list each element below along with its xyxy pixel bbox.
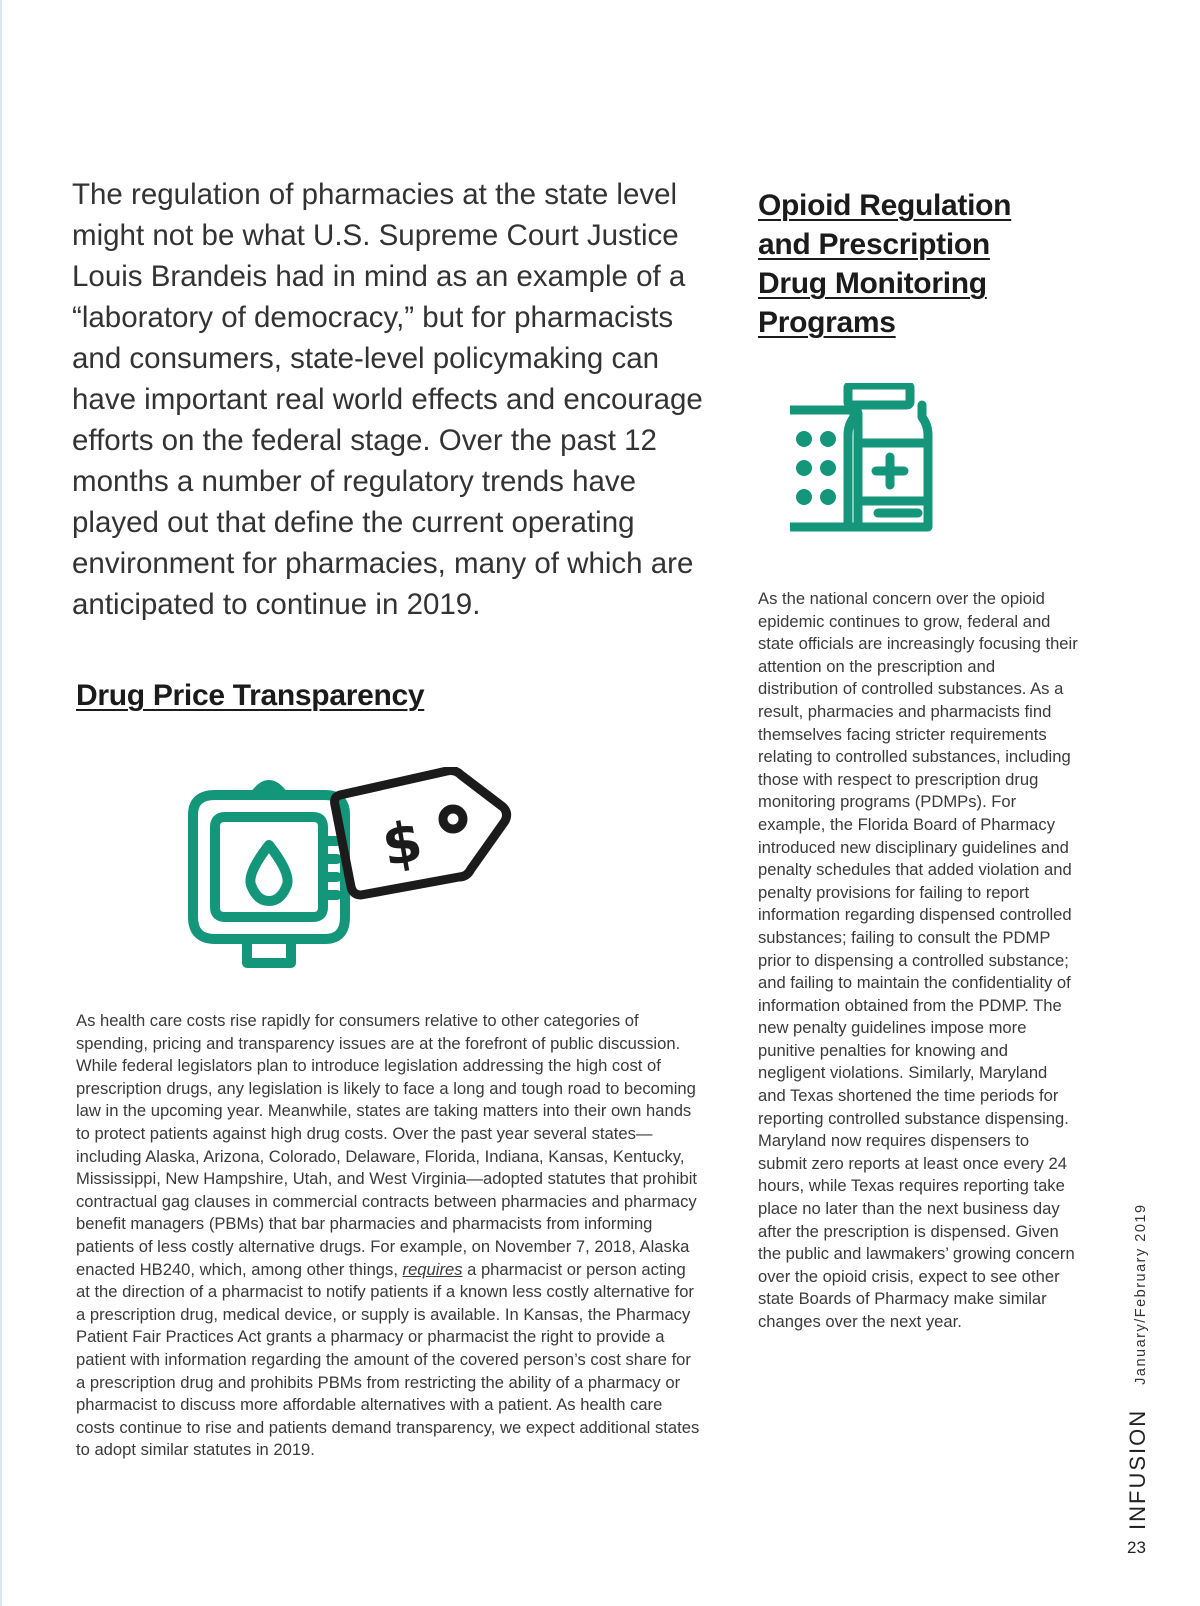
- opioid-section-heading: Opioid Regulation and Prescription Drug Monitoring Programs: [758, 189, 1012, 339]
- page-edge-line: [0, 0, 2, 1606]
- drug-price-body-part-1: As health care costs rise rapidly for consumers relative to other categories of spending, pricing and transparency issues are at the forefront of public discussion. While federal legislators plan to introduce legislation addressing the high cost of prescription drugs, any legislation is likely to face a long and tough road to becoming law in the upcoming year. Meanwhile, states are taking matters into their own hands to protect patients against high drug costs. Over the past year several states—including Alaska, Arizona, Colorado, Delaware, Florida, Indiana, Kansas, Kentucky, Mississippi, New Hampshire, Utah, and West Virginia—adopted statutes that prohibit contractual gag clauses in commercial contracts between pharmacies and pharmacy benefit managers (PBMs) that bar pharmacies and pharmacists from informing patients of less costly alternative drugs. For example, on November 7, 2018, Alaska enacted HB240, which, among other things,: [76, 1011, 698, 1279]
- pill-bottle-icon: [790, 383, 950, 543]
- drug-price-section-heading: Drug Price Transparency: [76, 679, 425, 712]
- price-tag-glyph: $: [377, 808, 428, 880]
- issue-date: January/February 2019: [1133, 1203, 1149, 1385]
- drug-price-body-text: [76, 1010, 701, 1462]
- brand-logo: INFUSION: [1125, 1408, 1150, 1530]
- intro-paragraph: The regulation of pharmacies at the state level might not be what U.S. Supreme Court Justice Louis Brandeis had in mind as an example of a “laboratory of democracy,” but for pharmacists and consumers, state-level policymaking can have important real world effects and encourage efforts on the federal stage. Over the past 12 months a number of regulatory trends have played out that define the current operating environment for pharmacies, many of which are anticipated to continue in 2019.: [72, 178, 703, 621]
- opioid-body-text: As the national concern over the opioid epidemic continues to grow, federal and state officials are increasingly focusing their attention on the prescription and distribution of controlled substances. As a result, pharmacies and pharmacists find themselves facing stricter requirements relating to controlled substances, including those with respect to prescription drug monitoring programs (PDMPs). For example, the Florida Board of Pharmacy introduced new disciplinary guidelines and penalty schedules that added violation and penalty provisions for failing to report information regarding dispensed controlled substances; failing to consult the PDMP prior to dispensing a controlled substance; and failing to maintain the confidentiality of information obtained from the PDMP. The new penalty guidelines impose more punitive penalties for knowing and negligent violations. Similarly, Maryland and Texas shortened the time periods for reporting controlled substance dispensing. Maryland now requires dispensers to submit zero reports at least once every 24 hours, while Texas requires reporting take place no later than the next business day after the prescription is dispensed. Given the public and lawmakers’ growing concern over the opioid crisis, expect to see other state Boards of Pharmacy make similar changes over the next year.: [758, 589, 1078, 1331]
- page-number: 23: [1127, 1538, 1146, 1557]
- drug-price-body-part-2: a pharmacist or person acting at the direction of a pharmacist to notify patients if a known less costly alternative for a prescription drug, medical device, or supply is available. In Kansas, the Pharmacy Patient Fair Practices Act grants a pharmacy or pharmacist the right to provide a patient with information regarding the amount of the covered person’s cost share for a prescription drug and prohibits PBMs from restricting the ability of a pharmacy or pharmacist to discuss more affordable alternatives with a patient. As health care costs continue to rise and patients demand transparency, we expect additional states to adopt similar statutes in 2019.: [76, 1259, 700, 1460]
- requires-link[interactable]: requires: [402, 1259, 463, 1279]
- running-footer: [1125, 1203, 1151, 1530]
- iv-bag-price-tag-icon: [185, 767, 525, 977]
